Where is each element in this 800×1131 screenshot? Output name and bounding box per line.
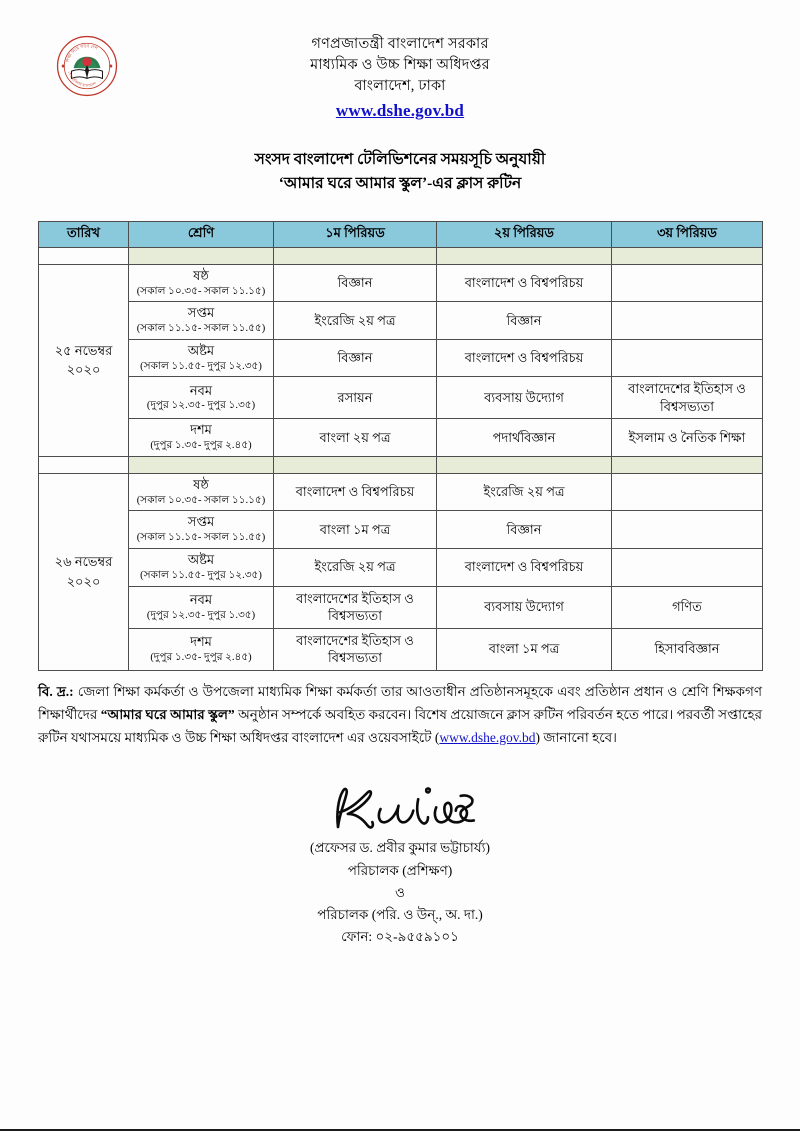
government-heading <box>0 34 800 124</box>
signatory-designation-2: পরিচালক (পরি. ও উন্., অ. দা.) <box>317 907 483 923</box>
class-routine-table <box>38 221 763 671</box>
period-2-cell: বিজ্ঞান <box>437 302 612 340</box>
period-3-cell <box>612 264 763 302</box>
period-2-cell: ইংরেজি ২য় পত্র <box>437 473 612 511</box>
class-time: (সকাল ১০.৩৫- সকাল ১১.১৫) <box>136 285 266 297</box>
spacer-cell <box>612 456 763 473</box>
class-cell <box>129 549 274 587</box>
signatory-details <box>0 837 800 948</box>
period-2-cell: বাংলাদেশ ও বিশ্বপরিচয় <box>437 264 612 302</box>
dshe-logo-icon <box>56 35 118 97</box>
period-3-cell <box>612 339 763 377</box>
class-time: (সকাল ১১.৫৫- দুপুর ১২.৩৫) <box>140 360 262 372</box>
class-cell <box>129 586 274 628</box>
class-time: (দুপুর ১২.৩৫- দুপুর ১.৩৫) <box>146 609 256 621</box>
gov-line-2: মাধ্যমিক ও উচ্চ শিক্ষা অধিদপ্তর <box>310 57 490 74</box>
table-header-row <box>39 221 763 247</box>
note-paragraph <box>38 680 762 750</box>
page-title-line-2: ‘আমার ঘরে আমার স্কুল’-এর ক্লাস রুটিন <box>278 174 522 192</box>
table-row <box>39 377 763 419</box>
class-name: সপ্তম <box>187 305 215 321</box>
period-2-cell: বাংলাদেশ ও বিশ্বপরিচয় <box>437 549 612 587</box>
class-cell <box>129 628 274 670</box>
document-header <box>0 0 800 124</box>
gov-line-1: গণপ্রজাতন্ত্রী বাংলাদেশ সরকার <box>311 36 489 52</box>
table-row <box>39 586 763 628</box>
class-cell <box>129 377 274 419</box>
class-name: ষষ্ঠ <box>193 476 209 492</box>
block-spacer-row <box>39 456 763 473</box>
class-name: দশম <box>190 422 212 438</box>
note-label: বি. দ্র.: <box>38 683 74 699</box>
note-program-name: “আমার ঘরে আমার স্কুল” <box>100 706 235 722</box>
period-1-cell: বাংলাদেশের ইতিহাস ও বিশ্বসভ্যতা <box>274 586 437 628</box>
spacer-cell <box>274 456 437 473</box>
note-text-part-3: ) জানানো হবে। <box>535 730 617 746</box>
class-time: (দুপুর ১.৩৫- দুপুর ২.৪৫) <box>150 440 252 452</box>
period-3-cell: ইসলাম ও নৈতিক শিক্ষা <box>612 419 763 457</box>
class-name: সপ্তম <box>187 514 215 530</box>
class-name: ষষ্ঠ <box>193 267 209 283</box>
page-title <box>0 148 800 196</box>
period-3-cell: গণিত <box>612 586 763 628</box>
page-title-line-1: সংসদ বাংলাদেশ টেলিভিশনের সময়সূচি অনুযায়ী <box>254 150 546 168</box>
svg-text:শেখ হাসিনার বাংলাদেশ: শেখ হাসিনার বাংলাদেশ <box>66 70 97 88</box>
spacer-cell <box>437 456 612 473</box>
period-2-cell: বিজ্ঞান <box>437 511 612 549</box>
note-text-part-1: জেলা শিক্ষা কর্মকর্তা ও উপজেলা মাধ্যমিক শিক্ষা কর্মকর্তা তার আওতাধীন প্রতিষ্ঠানসমূহকে এবং প্রতিষ্ঠান প্রধান ও শ্রেণি শিক্ষকগণ শিক্ষার্থীদের <box>38 683 763 722</box>
table-row <box>39 302 763 340</box>
column-header-class: শ্রেণি <box>129 221 274 247</box>
handwritten-signature-icon <box>20 783 800 835</box>
table-row <box>39 628 763 670</box>
signatory-phone: ফোন: ০২-৯৫৫৯১০১ <box>341 929 459 945</box>
date-cell <box>39 264 129 456</box>
period-1-cell: ইংরেজি ২য় পত্র <box>274 302 437 340</box>
table-row <box>39 339 763 377</box>
spacer-cell <box>437 247 612 264</box>
column-header-period-3: ৩য় পিরিয়ড <box>612 221 763 247</box>
class-time: (দুপুর ১২.৩৫- দুপুর ১.৩৫) <box>146 400 256 412</box>
signature-block <box>0 783 800 948</box>
class-cell <box>129 339 274 377</box>
class-routine-table-wrapper <box>38 221 762 671</box>
column-header-date: তারিখ <box>39 221 129 247</box>
date-line-1: ২৫ নভেম্বর <box>54 342 113 358</box>
period-1-cell: ইংরেজি ২য় পত্র <box>274 549 437 587</box>
date-line-2: ২০২০ <box>66 362 101 378</box>
date-cell <box>39 473 129 670</box>
period-1-cell: রসায়ন <box>274 377 437 419</box>
date-line-2: ২০২০ <box>66 573 101 589</box>
period-3-cell <box>612 302 763 340</box>
class-time: (দুপুর ১.৩৫- দুপুর ২.৪৫) <box>150 651 252 663</box>
period-2-cell: বাংলাদেশ ও বিশ্বপরিচয় <box>437 339 612 377</box>
period-1-cell: বিজ্ঞান <box>274 339 437 377</box>
signatory-name: (প্রফেসর ড. প্রবীর কুমার ভট্টাচার্য্য) <box>309 840 491 856</box>
svg-text:শিক্ষা নিয়ে গড়ব দেশ: শিক্ষা নিয়ে গড়ব দেশ <box>64 43 99 63</box>
note-website-link[interactable]: www.dshe.gov.bd <box>439 730 536 746</box>
header-website-link[interactable]: www.dshe.gov.bd <box>335 101 465 121</box>
class-name: দশম <box>190 633 212 649</box>
class-time: (সকাল ১১.১৫- সকাল ১১.৫৫) <box>136 532 266 544</box>
period-3-cell <box>612 511 763 549</box>
class-cell <box>129 511 274 549</box>
period-2-cell: ব্যবসায় উদ্যোগ <box>437 586 612 628</box>
spacer-cell <box>129 456 274 473</box>
class-cell <box>129 419 274 457</box>
class-cell <box>129 264 274 302</box>
class-name: নবম <box>189 591 213 607</box>
spacer-date-cell <box>39 456 129 473</box>
period-2-cell: পদার্থবিজ্ঞান <box>437 419 612 457</box>
class-time: (সকাল ১১.১৫- সকাল ১১.৫৫) <box>136 323 266 335</box>
table-row <box>39 549 763 587</box>
class-cell <box>129 473 274 511</box>
period-1-cell: বাংলাদেশের ইতিহাস ও বিশ্বসভ্যতা <box>274 628 437 670</box>
column-header-period-1: ১ম পিরিয়ড <box>274 221 437 247</box>
spacer-cell <box>274 247 437 264</box>
class-cell <box>129 302 274 340</box>
period-1-cell: বাংলা ১ম পত্র <box>274 511 437 549</box>
period-1-cell: বাংলাদেশ ও বিশ্বপরিচয় <box>274 473 437 511</box>
period-3-cell: হিসাববিজ্ঞান <box>612 628 763 670</box>
signatory-designation-1: পরিচালক (প্রশিক্ষণ) <box>347 862 453 878</box>
class-time: (সকাল ১০.৩৫- সকাল ১১.১৫) <box>136 494 266 506</box>
period-2-cell: ব্যবসায় উদ্যোগ <box>437 377 612 419</box>
spacer-date-cell <box>39 247 129 264</box>
spacer-cell <box>612 247 763 264</box>
period-3-cell: বাংলাদেশের ইতিহাস ও বিশ্বসভ্যতা <box>612 377 763 419</box>
spacer-cell <box>129 247 274 264</box>
period-1-cell: বাংলা ২য় পত্র <box>274 419 437 457</box>
table-row <box>39 419 763 457</box>
table-row <box>39 264 763 302</box>
note-text-part-2: অনুষ্ঠান সম্পর্কে অবহিত করবেন। বিশেষ প্রয়োজনে ক্লাস রুটিন পরিবর্তন হতে পারে। পরবর্তী সপ্তাহের রুটিন যথাসময়ে মাধ্যমিক ও উচ্চ শিক্ষা অধিদপ্তর বাংলাদেশ এর ওয়েবসাইটে ( <box>38 706 762 746</box>
period-1-cell: বিজ্ঞান <box>274 264 437 302</box>
class-name: অষ্টম <box>187 552 215 567</box>
table-row <box>39 511 763 549</box>
gov-line-3: বাংলাদেশ, ঢাকা <box>354 78 446 95</box>
period-2-cell: বাংলা ১ম পত্র <box>437 628 612 670</box>
table-row <box>39 473 763 511</box>
period-3-cell <box>612 473 763 511</box>
column-header-period-2: ২য় পিরিয়ড <box>437 221 612 247</box>
period-3-cell <box>612 549 763 587</box>
class-time: (সকাল ১১.৫৫- দুপুর ১২.৩৫) <box>140 569 262 581</box>
class-name: অষ্টম <box>187 342 215 358</box>
class-name: নবম <box>189 382 213 398</box>
block-spacer-row <box>39 247 763 264</box>
date-line-1: ২৬ নভেম্বর <box>54 554 113 570</box>
signatory-conjunction: ও <box>395 884 405 900</box>
